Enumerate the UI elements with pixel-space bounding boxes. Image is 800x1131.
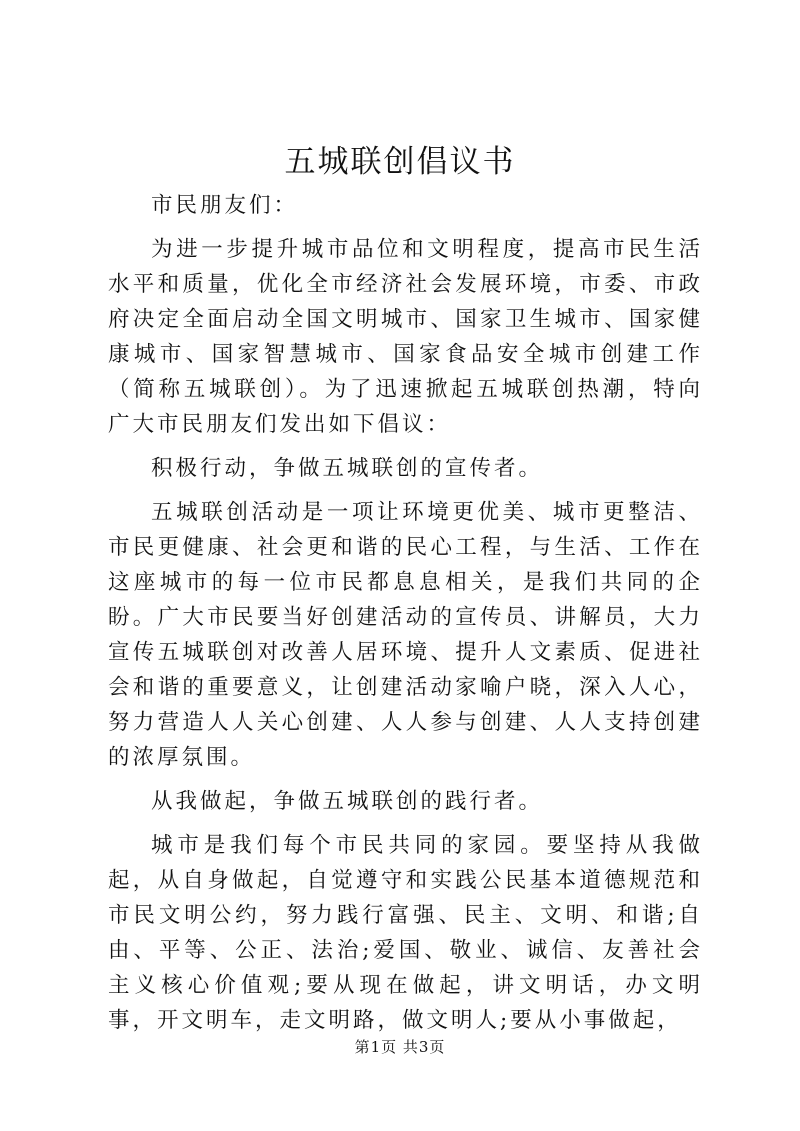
paragraph-intro: 为进一步提升城市品位和文明程度，提高市民生活水平和质量，优化全市经济社会发展环境，市委、市政府决定全面启动全国文明城市、国家卫生城市、国家健康城市、国家智慧城市、国家食品安全城市创建工作（简称五城联创）。为了迅速掀起五城联创热潮，特向广大市民朋友们发出如下倡议： — [108, 237, 703, 437]
salutation: 市民朋友们： — [151, 193, 299, 218]
heading-publicity: 积极行动，争做五城联创的宣传者。 — [151, 456, 544, 481]
paragraph-publicity: 五城联创活动是一项让环境更优美、城市更整洁、市民更健康、社会更和谐的民心工程，与生活、工作在这座城市的每一位市民都息息相关，是我们共同的企盼。广大市民要当好创建活动的宣传员、讲解员，大力宣传五城联创对改善人居环境、提升人文素质、促进社会和谐的重要意义，让创建活动家喻户晓，深入人心，努力营造人人关心创建、人人参与创建、人人支持创建的浓厚氛围。 — [108, 500, 703, 770]
page-footer: 第1页 共3页 — [354, 1038, 446, 1056]
document-title: 五城联创倡议书 — [284, 144, 516, 180]
paragraph-practice: 城市是我们每个市民共同的家园。要坚持从我做起，从自身做起，自觉遵守和实践公民基本道德规范和市民文明公约，努力践行富强、民主、文明、和谐;自由、平等、公正、法治;爱国、敬业、诚信、友善社会主义核心价值观;要从现在做起，讲文明话，办文明事，开文明车，走文明路，做文明人;要从小事做起， — [108, 833, 703, 1033]
heading-practice: 从我做起，争做五城联创的践行者。 — [151, 789, 544, 814]
document-body — [108, 188, 703, 1038]
